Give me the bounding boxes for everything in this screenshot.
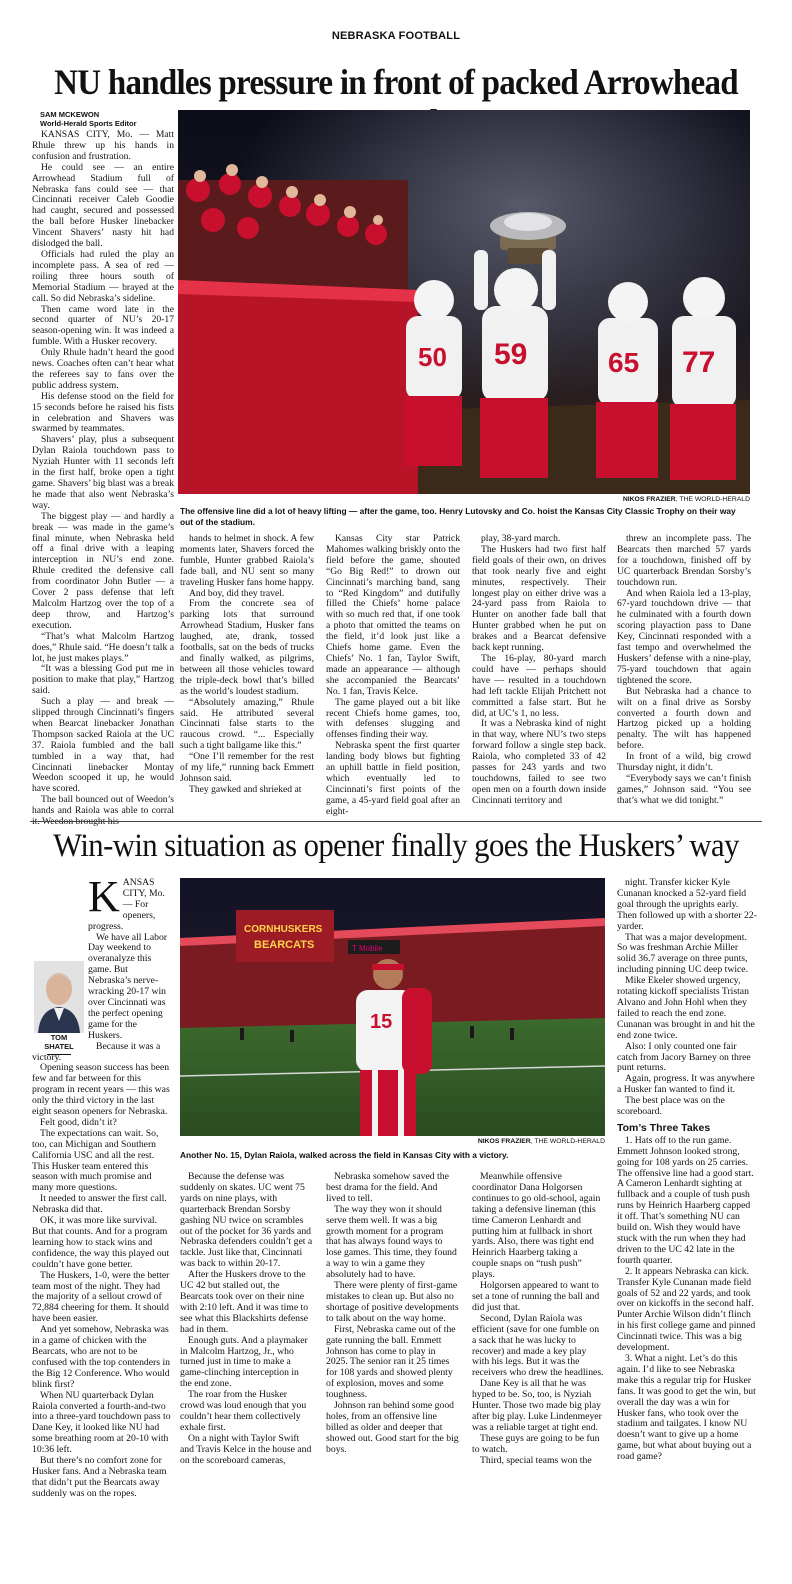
section-label: NEBRASKA FOOTBALL — [331, 30, 461, 42]
paragraph: threw an incomplete pass. The Bearcats then marched 57 yards for a touchdown, finished off by UC quarterback Brendan Sorsby’s touchdown run. — [617, 533, 751, 588]
story1-photo-caption: The offensive line did a lot of heavy lifting — after the game, too. Henry Lutovsky and Co. hoist the Kansas City Classic Trophy on their way out of the stadium. — [180, 506, 736, 527]
raiola-photo-art — [180, 878, 605, 1136]
jersey-65: 65 — [608, 347, 640, 378]
paragraph: But there’s no comfort zone for Husker fans. And a Nebraska team that didn’t put the Bearcats away suddenly was on the ropes. — [32, 1455, 167, 1499]
paragraph: Nebraska somehow saved the best drama for the field. And lived to tell. — [326, 1171, 449, 1204]
credit2-name: NIKOS FRAZIER — [477, 1138, 531, 1145]
columnist-headshot-art — [34, 961, 84, 1033]
paragraph: In front of a wild, big crowd Thursday night, it didn’t. — [617, 751, 751, 774]
paragraph: From the concrete sea of parking lots that surround Arrowhead Stadium, Husker fans laughed, ate, drank, tossed footballs, sat on the beds of trucks and finally walked, as pilgrims, between all those vehicles toward the triple-deck bowl that’s billed as the world’s loudest stadium. — [180, 598, 314, 697]
paragraph: The 16-play, 80-yard march could have — perhaps should have — resulted in a touchdown had left tackle Elijah Pritchett not committed a false start. But he did, at UC’s 1, no less. — [472, 652, 606, 719]
paragraph: night. Transfer kicker Kyle Cunanan knocked a 52-yard field goal through the uprights early. Then followed up with a shorter 22-yarder. — [617, 877, 757, 932]
paragraph: Dane Key is all that he was hyped to be. So, too, is Nyziah Hunter. Those two made big play after big play. Luke Lindenmeyer was a reliable target at tight end. — [472, 1378, 602, 1433]
paragraph: The game played out a bit like recent Chiefs home games, too, with defenses slugging and offenses finding their way. — [326, 696, 460, 741]
paragraph: Mike Ekeler showed urgency, rotating kickoff specialists Tristan Alvano and John Hohl when they failed to reach the end zone. Cunanan was brought in and hit the end zone twice. — [617, 975, 755, 1041]
take-item: 3. What a night. Let’s do this again. I’d like to see Nebraska make this a regular trip for Husker fans. It was good to get the win, but overall the day was a win for Husker fans, who took over the stadium and tailgates. I know NU doesn’t want to give up a home game, but what about buying out a road game? — [617, 1352, 756, 1463]
paragraph: He could see — an entire Arrowhead Stadium full of Nebraska fans could see — that Cincinnati receiver Caleb Goodie had caught, secured and possessed the ball before Husker linebacker Vincent Shavers’ nasty hit had dislodged the ball. — [32, 161, 174, 250]
paragraph: play, 38-yard march. — [481, 533, 561, 544]
story2-photo-credit — [360, 1138, 605, 1145]
paragraph: “That’s what Malcolm Hartzog does,” Rhule said. “He doesn’t talk a lot, he just makes plays.” — [32, 630, 174, 664]
paragraph: Such a play — and break — slipped through Cincinnati’s fingers when Bearcat linebacker Jonathan Thompson sacked Raiola at the UC 37. Raiola fumbled and the ball tumbled in a way that, had Cincinnati linebacker Montay Weedon scooped it up, he would have scored. — [32, 696, 174, 795]
story1-byline — [40, 110, 180, 128]
scoreboard-home: CORNHUSKERS — [244, 924, 323, 935]
paragraph: Because the defense was suddenly on skates. UC went 75 yards on nine plays, with quarterback Brendan Sorsby gashing NU twice on scrambles out of the pocket for 36 yards and Nebraska defenders couldn’t get a tackle. Just like that, Cincinnati was back to within 20-17. — [180, 1171, 313, 1270]
paragraph: On a night with Taylor Swift and Travis Kelce in the house and on the scoreboard cameras, — [180, 1432, 312, 1466]
paragraph: They gawked and shrieked at — [189, 783, 302, 795]
columnist-name — [34, 1034, 84, 1055]
story-divider — [30, 821, 762, 822]
paragraph: And when Raiola led a 13-play, 67-yard touchdown drive — that he culminated with a fourth down scoring playaction pass to Dane Key, Cincinnati responded with a fast tempo and overwhelmed the Huskers’ defense with a nine-play, 75-yard touchdown that again tightened the score. — [617, 587, 751, 686]
story2-column-4 — [472, 1172, 605, 1570]
paragraph: Second, Dylan Raiola was efficient (save for one fumble on a sack that he was lucky to recover) and made a key play with his legs. But it was the receivers who drew the headlines. — [472, 1312, 604, 1379]
paragraph: “Everybody says we can’t finish games,” Johnson said. “You see that’s what we did tonight.” — [617, 772, 751, 806]
paragraph: The way they won it should serve them well. It was a big growth moment for a program that has always found ways to lose games. This time, they found a way to win a game they absolutely had to have. — [326, 1203, 457, 1281]
paragraph: Meanwhile offensive coordinator Dana Holgorsen continues to go old-school, again taking a defensive lineman (this time Cameron Lenhardt and putting him at fullback in short yards. Also, there was tight end Heinrich Haarberg taking a couple snaps on “tush push” plays. — [472, 1171, 601, 1281]
take-item: 1. Hats off to the run game. Emmett Johnson looked strong, going for 108 yards on 25 carries. The offensive line had a good start. A Cameron Lenhardt sighting at fullback and a couple of tush push runs by Heinrich Haarberg capped it off. That’s something NU can build on. Wish they would have stuck with the run when they had driven to the UC 42 late in the fourth quarter. — [617, 1134, 754, 1266]
paragraph: The ball bounced out of Weedon’s hands and Raiola was able to corral it. Weedon brought his — [32, 794, 174, 828]
paragraph: And yet somehow, Nebraska was in a game of chicken with the Bearcats, who are not to be confused with the top contenders in the Big 12 Conference. Who would blink first? — [32, 1324, 171, 1390]
raiola-photo — [180, 878, 605, 1136]
paragraph: There were plenty of first-game mistakes to clean up. But also no shortage of positive developments to talk about on the way home. — [326, 1280, 459, 1324]
paragraph: Only Rhule hadn’t heard the good news. Coaches often can’t hear what the referees say to fans over the public address system. — [32, 347, 174, 391]
paragraph: It needed to answer the first call. Nebraska did that. — [32, 1193, 167, 1216]
take-item: 2. It appears Nebraska can kick. Transfer Kyle Cunanan made field goals of 52 and 22 yards, and took over on kickoffs in the second half. Punter Archie Wilson didn’t flinch in his first college game and pinned Cincinnati twice. This was a big development. — [617, 1265, 756, 1354]
byline-title: World-Herald Sports Editor — [40, 119, 137, 128]
credit2-org: , THE WORLD-HERALD — [530, 1138, 605, 1145]
paragraph: When NU quarterback Dylan Raiola converted a fourth-and-two into a three-yard touchdown pass to Dane Key, it looked like NU had some breathing room at 20-10 with 10:36 left. — [32, 1389, 171, 1456]
jersey-15: 15 — [370, 1011, 393, 1033]
paragraph: Again, progress. It was anywhere a Husker fan wanted to find it. — [617, 1073, 755, 1096]
paragraph: After the Huskers drove to the UC 42 but stalled out, the Bearcats took over on their nine with 2:10 left. And it was time to see what this Blackshirts defense had in them. — [180, 1269, 309, 1335]
paragraph: hands to helmet in shock. A few moments later, Shavers forced the fumble, Hunter grabbed Raiola’s fade ball, and NU sent so many traveling Husker fans home happy. — [180, 533, 314, 588]
paragraph: “One I’ll remember for the rest of my life,” running back Emmett Johnson said. — [180, 751, 314, 784]
story2-lead: ANSAS CITY, Mo. — For openers, progress. — [88, 877, 165, 932]
paragraph: The biggest play — and hardly a break — was made in the game’s final minute, when Nebraska held off a final drive with a leaping interception in NU’s end zone. Rhule credited the defensive call from coordinator John Butler — a Cover 2 pass defense that left Malcolm Hartzog over the top of a deep throw, and Hartzog’s execution. — [32, 510, 174, 631]
jersey-77: 77 — [682, 346, 716, 379]
stadium-banner: T Mobile — [352, 944, 383, 953]
trophy-photo — [178, 110, 750, 494]
paragraph: These guys are going to be fun to watch. — [472, 1432, 600, 1455]
paragraph: Kansas City star Patrick Mahomes walking briskly onto the field before the game, shouted “Go Big Red!” to drown out Cincinnati’s marching band, sang to “Red Kingdom” and dutifully filled the Chiefs’ home palace with so much red that, if one took a photo that omitted the teams on the field, it’d look just like a Chiefs home game. Even the Chiefs’ No. 1 fan, Taylor Swift, made an appearance — although she accompanied the Bearcats’ No. 1 fan, Travis Kelce. — [326, 533, 460, 697]
paragraph: The best place was on the scoreboard. — [617, 1095, 725, 1118]
columnist-last-name: SHATEL — [44, 1041, 74, 1051]
paragraph: Officials had ruled the play an incomplete pass. A sea of red — roiling three hours south of Memorial Stadium — brayed at the call. So did Nebraska’s sideline. — [32, 248, 174, 304]
paragraph: KANSAS CITY, Mo. — Matt Rhule threw up his hands in confusion and frustration. — [32, 129, 174, 162]
paragraph: Holgorsen appeared to want to set a tone of running the ball and did just that. — [472, 1280, 600, 1313]
paragraph: The Huskers had two first half field goals of their own, on drives that took nearly five and eight minutes, respectively. Their longest play on either drive was a 24-yard pass from Raiola to Hunter on another fade ball that Hunter grabbed when he put on brakes and a Bearcat defensive back kept running. — [472, 543, 606, 654]
trophy-photo-art — [178, 110, 750, 494]
story1-column-5 — [617, 534, 751, 822]
paragraph: Enough guts. And a playmaker in Malcolm Hartzog, Jr., who turned just in time to make a game-clinching interception in the end zone. — [180, 1334, 308, 1390]
paragraph: Then came word late in the second quarter of NU’s 20-17 season-opening win. It was indeed a fumble. With a Husker recovery. — [32, 303, 174, 348]
paragraph: Also: I only counted one fair catch from Jacory Barney on three punt returns. — [617, 1040, 751, 1074]
columnist-first-name: TOM — [50, 1033, 68, 1042]
three-takes-heading: Tom’s Three Takes — [617, 1121, 711, 1134]
paragraph: “It was a blessing God put me in position to make that play,” Hartzog said. — [32, 663, 174, 697]
paragraph: That was a major development. So was freshman Archie Miller solid 36.7 average on three punts, including pinning UC deep twice. — [617, 931, 749, 976]
scoreboard-away: BEARCATS — [254, 939, 315, 951]
story1-column-4 — [472, 534, 606, 822]
paragraph: Third, special teams won the — [480, 1454, 592, 1466]
paragraph: Shavers’ play, plus a subsequent Dylan Raiola touchdown pass to Nyziah Hunter with 11 seconds left in the first half, broke open a tight game. Shavers’ big blast was a break he made that also went Nebraska’s way. — [32, 434, 174, 511]
story2-photo-caption: Another No. 15, Dylan Raiola, walked across the field in Kansas City with a victory. — [180, 1150, 509, 1160]
credit-name: NIKOS FRAZIER — [622, 496, 676, 503]
jersey-59: 59 — [494, 338, 528, 371]
dropcap: K — [88, 872, 120, 921]
paragraph: But Nebraska had a chance to wilt on a final drive as Sorsby converted a fourth down and Hartzog picked up a holding penalty. The wilt has happened before. — [617, 685, 751, 752]
paragraph: The expectations can wait. So, too, can Michigan and Southern California USC and all the rest. This Husker team entered this season with much promise and many more questions. — [32, 1127, 159, 1194]
paragraph: The roar from the Husker crowd was loud enough that you couldn’t hear them collectively exhale first. — [180, 1389, 307, 1433]
paragraph: His defense stood on the field for 15 seconds before he raised his fists in celebration and Shavers was swarmed by teammates. — [32, 390, 174, 435]
story1-headline: NU handles pressure in front of packed Arrowhead — [54, 62, 738, 102]
paragraph: Because it was a victory. — [32, 1040, 161, 1063]
paragraph: And boy, did they travel. — [189, 587, 285, 599]
story1-column-2 — [180, 534, 314, 822]
story2-column-2 — [180, 1172, 313, 1570]
columnist-headshot — [34, 961, 84, 1033]
story2-column-3 — [326, 1172, 459, 1570]
paragraph: The Huskers, 1-0, were the better team most of the night. They had the majority of a sellout crowd of 72,884 cheering for them. It should have been easier. — [32, 1269, 170, 1325]
jersey-50: 50 — [418, 342, 447, 372]
story2-headline: Win-win situation as opener finally goes the Huskers’ way — [53, 828, 739, 864]
paragraph: We have all Labor Day weekend to overanalyze this game. But Nebraska’s nerve-wracking 20-17 win over Cincinnati was the perfect opening game for the Huskers. — [88, 931, 168, 1041]
paragraph: “Absolutely amazing,” Rhule said. He attributed several Cincinnati false starts to the raucous crowd. “... Especially such a tight ballgame like this.” — [180, 696, 314, 752]
paragraph: Nebraska spent the first quarter landing body blows but fighting an uphill battle in field position, which eventually led to Cincinnati’s first points of the game, a 45-yard field goal after an eight- — [326, 740, 460, 817]
story2-column-5 — [617, 878, 757, 1570]
byline-name: SAM MCKEWON — [40, 110, 100, 119]
paragraph: OK, it was more like survival. But that counts. And for a program learning how to stack wins and confidence, the way this played out couldn’t have gone better. — [32, 1215, 170, 1270]
paragraph: It was a Nebraska kind of night in that way, where NU’s two steps forward follow a single step back. Raiola, who completed 33 of 42 passes for 243 yards and two touchdowns, failed to see two open men on a fourth down inside Cincinnati territory and — [472, 718, 606, 806]
story1-column-3 — [326, 534, 460, 822]
paragraph: Opening season success has been few and far between for this program in recent years — this was only the third victory in the last eight season openers for Nebraska. — [32, 1062, 170, 1118]
story1-column-1 — [32, 129, 174, 828]
paragraph: Felt good, didn’t it? — [40, 1116, 117, 1128]
story1-photo-credit — [500, 496, 750, 503]
credit-org: , THE WORLD-HERALD — [675, 496, 750, 503]
paragraph: First, Nebraska came out of the gate running the ball. Emmett Johnson has come to play in 2025. The senior ran it 25 times for 108 yards and showed plenty of explosion, moves and some toughness. — [326, 1323, 456, 1401]
paragraph: Johnson ran behind some good holes, from an offensive line billed as older and deeper that showed out. Good start for the big boys. — [326, 1400, 459, 1455]
